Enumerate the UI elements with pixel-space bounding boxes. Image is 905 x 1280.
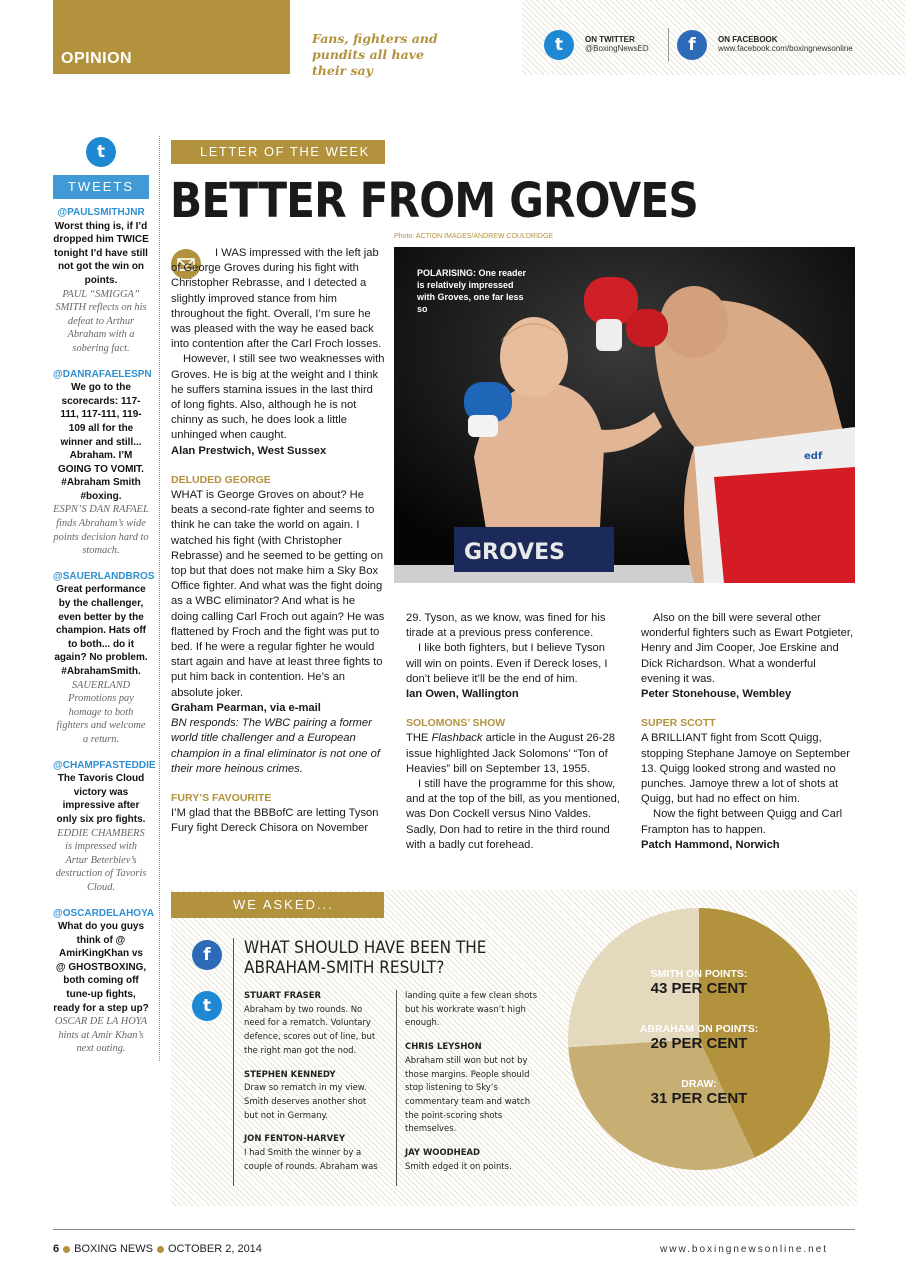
tweet-handle[interactable]: @PAULSMITHJNR <box>57 207 145 218</box>
poll-question: WHAT SHOULD HAVE BEEN THE ABRAHAM-SMITH RESULT? <box>244 938 487 978</box>
letter-paragraph: 29. Tyson, as we know, was fined for his tirade at a previous press conference. <box>406 612 606 640</box>
reader-answer <box>405 1146 543 1173</box>
edf-logo-text: edf <box>804 451 823 462</box>
letter-subhead: DELUDED GEORGE <box>171 473 271 486</box>
reader-answer <box>244 989 382 1058</box>
pie-slice-value: 43 PER CENT <box>650 980 748 997</box>
pie-slice-value: 26 PER CENT <box>650 1035 748 1052</box>
tweet-handle[interactable]: @CHAMPFASTEDDIE <box>53 759 156 771</box>
bullet-dot <box>63 1246 70 1253</box>
tweet-text: Great performance by the challenger, even better by the champion. Hats off to both... do it again? No problem. #AbrahamSmith. <box>54 584 148 677</box>
pie-label-group <box>599 968 799 997</box>
twitter-label: ON TWITTER <box>585 35 635 44</box>
reader-answer <box>244 1068 382 1123</box>
pie-slice-label: DRAW: <box>681 1078 717 1090</box>
facebook-link[interactable] <box>718 35 853 53</box>
text-run-italic: Flashback <box>431 732 483 745</box>
letters-column-1 <box>171 246 385 837</box>
tweet-handle[interactable]: @SAUERLANDBROS <box>53 570 155 582</box>
answer-name: STUART FRASER <box>244 990 322 1001</box>
twitter-icon: t <box>192 991 222 1021</box>
publication-name: BOXING NEWS <box>74 1243 153 1255</box>
divider <box>396 990 397 1186</box>
footer-rule <box>53 1229 855 1230</box>
photo-credit: Photo: ACTION IMAGES/ANDREW COULDRIDGE <box>394 233 554 240</box>
text-run: THE <box>406 732 432 745</box>
tweets-heading: TWEETS <box>53 175 149 199</box>
answer-name: JON FENTON-HARVEY <box>244 1133 346 1145</box>
footer-url[interactable]: www.boxingnewsonline.net <box>660 1244 829 1255</box>
tweet-note: EDDIE CHAMBERS is impressed with Artur Beterbiev’s destruction of Tavoris Cloud. <box>55 827 147 893</box>
letter-signature: Alan Prestwich, West Sussex <box>171 444 327 457</box>
letter-paragraph <box>406 731 622 777</box>
twitter-icon[interactable]: t <box>544 30 574 60</box>
answer-text: Abraham still won but not by those margins. People should stop listening to Sky’s commentary team and watch the point-scoring shots themselves. <box>405 1054 531 1135</box>
issue-date: OCTOBER 2, 2014 <box>167 1243 262 1255</box>
tweet-text: The Tavoris Cloud victory was impressive after only six pro fights. <box>56 773 146 825</box>
sidebar-divider <box>159 136 160 1061</box>
social-links <box>522 0 905 75</box>
answer-text: Smith edged it on points. <box>405 1160 512 1172</box>
letter-signature: Patch Hammond, Norwich <box>641 838 780 851</box>
tweet-handle[interactable]: @OSCARDELAHOYA <box>53 907 155 919</box>
footer-folio <box>53 1243 262 1255</box>
letter-subhead: SOLOMONS’ SHOW <box>406 717 506 730</box>
letter-kicker: LETTER OF THE WEEK <box>171 140 385 164</box>
facebook-label: ON FACEBOOK <box>718 35 778 44</box>
pie-slice-label: SMITH ON POINTS: <box>650 968 748 980</box>
letter-paragraph: I like both fighters, but I believe Tyson will win on points. Even if Dereck loses, I don’t believe it’ll be the end of him. <box>406 642 608 685</box>
letters-column-3 <box>641 611 856 853</box>
letter-signature: Ian Owen, Wallington <box>406 688 519 701</box>
reader-answer <box>244 1132 382 1173</box>
letter-paragraph: WHAT is George Groves on about? He beats a second-rate fighter and seems to think he can take the world on again. I watched his fight (with Christopher Rebrasse) and he seemed to be getting on top but that does not make him a Sky Box Office fighter. And what was the fight doing as a WBC eliminator? And what is he doing calling Carl Froch out again? He was flattened by Froch and the fight was put to bed. If he were a regular fighter he would start again and have at least three fights to put him back in contention. He’s an absolute joker. <box>171 489 385 699</box>
reader-answer <box>405 1040 543 1136</box>
letter-signature: Peter Stonehouse, Wembley <box>641 688 792 701</box>
tweets-list <box>53 206 156 1068</box>
text-run: article in the August 26-28 issue highlighted Jack Solomons’ “Ton of Heavies” bill on September 13, 1955. <box>406 732 615 775</box>
pie-slice-label: ABRAHAM ON POINTS: <box>639 1023 759 1035</box>
divider <box>233 938 234 1186</box>
twitter-handle: @BoxingNewsED <box>585 44 649 53</box>
letters-column-2 <box>406 611 622 853</box>
answers-column-2 <box>405 989 543 1183</box>
answer-text: I had Smith the winner by a couple of rounds. Abraham was <box>244 1147 378 1172</box>
twitter-icon: t <box>86 137 116 167</box>
letter-paragraph: A BRILLIANT fight from Scott Quigg, stopping Stephane Jamoye on September 13. Quigg looked strong and wasted no punches. Jamoye threw a lot of shots at Quigg, but had no effect on him. <box>641 732 850 806</box>
tweet-text: We go to the scorecards: 117-111, 117-111, 119-109 all for the winner and still... Abraham. I’M GOING TO VOMIT. #Abraham Smith #boxing. <box>58 382 144 502</box>
answers-column-1 <box>244 989 382 1183</box>
tagline: Fans, fighters and pundits all have their say <box>312 31 438 78</box>
bullet-dot <box>157 1246 164 1253</box>
answer-text: landing quite a few clean shots but his workrate wasn’t high enough. <box>405 990 538 1029</box>
editor-response: BN responds: The WBC pairing a former world title challenger and a European champion in a final eliminator is not one of their more heinous crimes. <box>171 717 380 775</box>
answer-name: JAY WOODHEAD <box>405 1147 481 1159</box>
facebook-url: www.facebook.com/boxingnewsonline <box>718 44 853 53</box>
tweet <box>53 368 152 558</box>
pie-label-group <box>599 1078 799 1107</box>
photo-caption: POLARISING: One reader is relatively impressed with Groves, one far less so <box>417 268 527 314</box>
tweet-note: PAUL “SMIGGA” SMITH reflects on his defeat to Arthur Abraham with a sobering fact. <box>55 288 147 354</box>
letter-subhead: FURY’S FAVOURITE <box>171 791 272 804</box>
tweet-note: ESPN’S DAN RAFAEL finds Abraham’s wide points decision hard to stomach. <box>53 504 149 557</box>
tweet <box>53 907 155 1057</box>
letter-subhead: SUPER SCOTT <box>641 717 716 730</box>
tweet-text: Worst thing is, if I’d dropped him TWICE tonight I’d have still not got the win on points. <box>53 220 149 286</box>
facebook-icon: f <box>192 940 222 970</box>
answer-name: CHRIS LEYSHON <box>405 1041 482 1053</box>
tweet-note: OSCAR DE LA HOYA hints at Amir Khan’s next outing. <box>54 1016 148 1055</box>
tweet-handle[interactable]: @DANRAFAELESPN <box>53 368 152 380</box>
headline: BETTER FROM GROVES <box>170 173 698 229</box>
reader-answer <box>405 989 543 1030</box>
trunks-text: GROVES <box>464 540 566 565</box>
twitter-link[interactable] <box>585 35 649 53</box>
letter-paragraph: However, I still see two weaknesses with Groves. He is big at the weight and I think he suffers stamina issues in the last third of long fights. Also, although he is not chinny as such, he does look a little unhinged when caught. <box>171 353 385 442</box>
letter-signature: Graham Pearman, via e-mail <box>171 701 321 714</box>
tweet <box>53 570 155 747</box>
letter-paragraph: I still have the programme for this show, and at the top of the bill, as you mentioned, was Don Cockell versus Nino Valdes. Sadly, Don had to retire in the third round with a badly cut forehead. <box>406 778 620 851</box>
facebook-icon[interactable]: f <box>677 30 707 60</box>
answer-name: STEPHEN KENNEDY <box>244 1068 336 1080</box>
tweet-text: What do you guys think of @ AmirKingKhan vs @ GHOSTBOXING, both coming off tune-up fights, ready for a step up? <box>53 921 149 1014</box>
we-asked-kicker: WE ASKED... <box>171 892 384 918</box>
letter-paragraph: Now the fight between Quigg and Carl Frampton has to happen. <box>641 808 843 836</box>
tweet <box>53 206 149 356</box>
pie-label-group <box>599 1023 799 1052</box>
page-number: 6 <box>53 1243 60 1255</box>
section-label: OPINION <box>61 50 133 67</box>
tweet-note: SAUERLAND Promotions pay homage to both fighters and welcome a return. <box>56 679 146 745</box>
divider <box>668 28 669 62</box>
answer-text: Draw so rematch in my view. Smith deserves another shot but not in Germany. <box>244 1082 367 1121</box>
letter-paragraph: I WAS impressed with the left jab of George Groves during his fight with Christopher Rebrasse, and I detected a slightly improved stance from him throughout the fight. Overall, I’m sure he was pleased with the way he eased back into contention after the Carl Froch losses. <box>171 247 382 351</box>
tweet <box>53 759 156 895</box>
letter-paragraph: Also on the bill were several other wonderful fighters such as Ewart Potgieter, Henry and Jim Cooper, Joe Erskine and Dick Richardson. What a wonderful evening it was. <box>641 612 854 685</box>
letter-paragraph: I’M glad that the BBBofC are letting Tyson Fury fight Dereck Chisora on November <box>171 807 379 835</box>
pie-slice-value: 31 PER CENT <box>650 1090 748 1107</box>
answer-text: Abraham by two rounds. No need for a rematch. Voluntary defence, scores out of line, but the right man got the nod. <box>244 1003 376 1056</box>
